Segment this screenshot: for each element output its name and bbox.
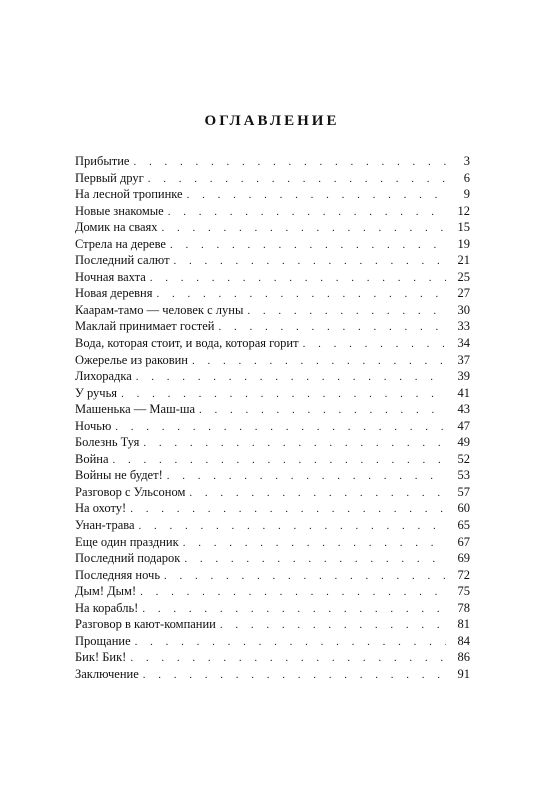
toc-entry (75, 649, 470, 666)
toc-entry (75, 583, 470, 600)
toc-dot-leader (156, 286, 446, 303)
toc-entry-title: Разговор в кают-компании (75, 616, 220, 633)
toc-dot-leader (218, 319, 446, 336)
toc-entry (75, 252, 470, 269)
toc-entry (75, 219, 470, 236)
toc-entry-page-number: 41 (457, 385, 470, 400)
toc-entry-title: Ожерелье из раковин (75, 352, 192, 369)
toc-dot-leader (142, 601, 446, 618)
toc-entry-title: Машенька — Маш-ша (75, 401, 199, 418)
toc-entry-page-number: 91 (457, 666, 470, 681)
toc-entry (75, 269, 470, 286)
toc-entry-title: Болезнь Туя (75, 434, 143, 451)
toc-entry-page-number: 65 (457, 518, 470, 533)
toc-entry-title: Еще один праздник (75, 534, 183, 551)
toc-entry-title: На охоту! (75, 500, 130, 517)
toc-dot-leader (139, 518, 446, 535)
toc-entry-page-number: 33 (457, 319, 470, 334)
toc-entry-title: У ручья (75, 385, 121, 402)
toc-entry (75, 484, 470, 501)
toc-entry-page-number: 15 (457, 220, 470, 235)
table-of-contents (75, 153, 470, 683)
toc-entry-page-number: 25 (457, 269, 470, 284)
toc-entry-title: Заключение (75, 666, 143, 683)
toc-entry-page-number: 60 (457, 501, 470, 516)
toc-entry-page-number: 57 (457, 484, 470, 499)
toc-dot-leader (143, 435, 446, 452)
toc-entry (75, 534, 470, 551)
toc-entry-title: Бик! Бик! (75, 649, 130, 666)
toc-entry (75, 352, 470, 369)
toc-entry-title: Война (75, 451, 113, 468)
toc-dot-leader (113, 452, 446, 469)
toc-entry-page-number: 34 (457, 336, 470, 351)
toc-entry-page-number: 78 (457, 600, 470, 615)
toc-dot-leader (140, 584, 446, 601)
toc-entry (75, 318, 470, 335)
toc-entry-page-number: 12 (457, 203, 470, 218)
toc-entry-title: Стрела на дереве (75, 236, 170, 253)
toc-entry (75, 616, 470, 633)
toc-entry-title: Дым! Дым! (75, 583, 140, 600)
toc-entry-title: Унан-трава (75, 517, 139, 534)
toc-dot-leader (183, 535, 446, 552)
toc-entry-title: Маклай принимает гостей (75, 318, 218, 335)
toc-dot-leader (136, 369, 446, 386)
toc-entry-page-number: 67 (457, 534, 470, 549)
toc-entry-page-number: 81 (457, 617, 470, 632)
toc-entry-title: Лихорадка (75, 368, 136, 385)
toc-dot-leader (150, 270, 446, 287)
toc-dot-leader (192, 353, 446, 370)
toc-entry-title: Первый друг (75, 170, 148, 187)
toc-dot-leader (133, 154, 446, 171)
toc-entry (75, 434, 470, 451)
toc-entry (75, 170, 470, 187)
toc-entry-title: Прощание (75, 633, 135, 650)
toc-entry-title: Последний салют (75, 252, 174, 269)
toc-dot-leader (170, 237, 446, 254)
toc-entry-title: Последняя ночь (75, 567, 164, 584)
toc-dot-leader (164, 568, 446, 585)
toc-entry-title: Войны не будет! (75, 467, 167, 484)
toc-dot-leader (187, 187, 446, 204)
toc-dot-leader (148, 171, 446, 188)
toc-entry-page-number: 9 (463, 187, 470, 202)
page-title: ОГЛАВЛЕНИЕ (204, 113, 340, 129)
toc-dot-leader (303, 336, 446, 353)
toc-entry (75, 500, 470, 517)
toc-entry (75, 451, 470, 468)
toc-entry-page-number: 39 (457, 369, 470, 384)
toc-entry-title: Ночью (75, 418, 115, 435)
toc-entry-page-number: 43 (457, 402, 470, 417)
toc-entry (75, 385, 470, 402)
toc-entry (75, 302, 470, 319)
toc-entry-page-number: 75 (457, 584, 470, 599)
toc-entry (75, 285, 470, 302)
toc-entry-title: Разговор с Ульсоном (75, 484, 189, 501)
toc-entry-page-number: 6 (463, 170, 470, 185)
toc-entry (75, 567, 470, 584)
toc-entry (75, 203, 470, 220)
toc-entry-title: Ночная вахта (75, 269, 150, 286)
toc-dot-leader (135, 634, 446, 651)
toc-entry-page-number: 52 (457, 451, 470, 466)
toc-entry (75, 153, 470, 170)
toc-entry (75, 186, 470, 203)
toc-entry-title: Новая деревня (75, 285, 156, 302)
toc-dot-leader (174, 253, 446, 270)
toc-entry-page-number: 53 (457, 468, 470, 483)
toc-dot-leader (143, 667, 446, 684)
toc-entry-page-number: 3 (463, 154, 470, 168)
toc-entry-page-number: 21 (457, 253, 470, 268)
toc-entry-title: Новые знакомые (75, 203, 168, 220)
toc-entry (75, 401, 470, 418)
toc-entry-title: Прибытие (75, 153, 133, 170)
toc-entry (75, 666, 470, 683)
toc-entry (75, 236, 470, 253)
toc-dot-leader (130, 501, 446, 518)
toc-dot-leader (189, 485, 446, 502)
toc-entry (75, 517, 470, 534)
toc-entry-title: На корабль! (75, 600, 142, 617)
toc-dot-leader (130, 650, 446, 667)
toc-entry (75, 600, 470, 617)
toc-dot-leader (167, 468, 446, 485)
toc-entry (75, 418, 470, 435)
toc-entry-title: Домик на сваях (75, 219, 162, 236)
toc-dot-leader (121, 386, 446, 403)
toc-dot-leader (168, 204, 446, 221)
toc-entry-page-number: 47 (457, 418, 470, 433)
toc-entry (75, 335, 470, 352)
toc-entry-page-number: 86 (457, 650, 470, 665)
toc-dot-leader (220, 617, 446, 634)
toc-entry-page-number: 49 (457, 435, 470, 450)
toc-entry-page-number: 30 (457, 302, 470, 317)
toc-entry-page-number: 19 (457, 236, 470, 251)
toc-dot-leader (162, 220, 446, 237)
toc-entry-title: На лесной тропинке (75, 186, 187, 203)
toc-entry-page-number: 37 (457, 352, 470, 367)
toc-entry-title: Последний подарок (75, 550, 184, 567)
toc-entry (75, 633, 470, 650)
toc-dot-leader (247, 303, 446, 320)
toc-entry-page-number: 84 (457, 633, 470, 648)
toc-entry-title: Вода, которая стоит, и вода, которая горит (75, 335, 303, 352)
toc-entry-page-number: 69 (457, 551, 470, 566)
toc-entry (75, 368, 470, 385)
toc-dot-leader (199, 402, 446, 419)
toc-entry-page-number: 72 (457, 567, 470, 582)
toc-entry-title: Каарам-тамо — человек с луны (75, 302, 247, 319)
toc-entry (75, 467, 470, 484)
toc-dot-leader (184, 551, 446, 568)
toc-entry-page-number: 27 (457, 286, 470, 301)
toc-entry (75, 550, 470, 567)
toc-dot-leader (115, 419, 446, 436)
